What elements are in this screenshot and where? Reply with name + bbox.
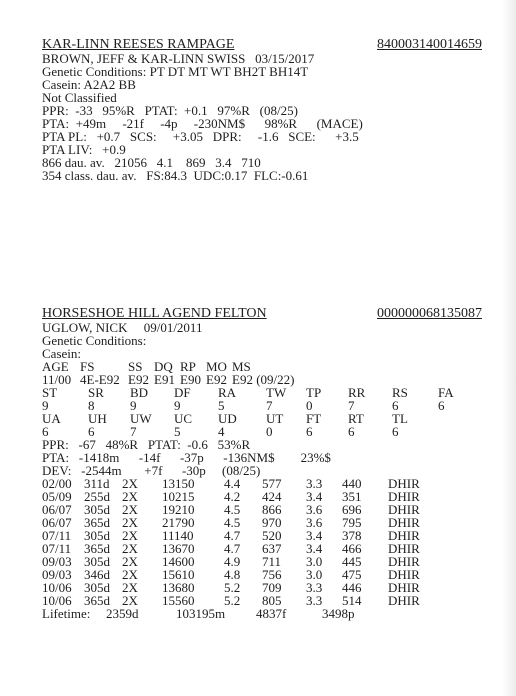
lactation-cell: 4.2	[224, 489, 241, 504]
trait-value: 7	[130, 424, 137, 439]
lactation-cell: 365d	[84, 541, 110, 556]
lactation-cell: 866	[262, 502, 282, 517]
lactation-cell: 2X	[122, 476, 138, 491]
lactation-cell: 15610	[162, 567, 195, 582]
lactation-cell: 07/11	[42, 528, 72, 543]
classification-value-cell: E90	[180, 372, 201, 387]
lactation-cell: 696	[342, 502, 362, 517]
record-1-line: BROWN, JEFF & KAR-LINN SWISS 03/15/2017	[42, 51, 315, 66]
trait-label: SR	[88, 385, 104, 400]
lactation-cell: DHIR	[388, 476, 420, 491]
trait-value: 9	[174, 398, 181, 413]
lactation-cell: 4.4	[224, 476, 241, 491]
lactation-cell: 4.5	[224, 515, 241, 530]
record-1-line: Genetic Conditions: PT DT MT WT BH2T BH14T	[42, 64, 309, 79]
record-2-line: Genetic Conditions:	[42, 333, 147, 348]
lactation-cell: 709	[262, 580, 282, 595]
classification-table	[42, 360, 322, 386]
lactation-row	[42, 594, 428, 607]
lifetime-cell: 2359d	[106, 606, 139, 621]
lactation-cell: 3.3	[306, 580, 323, 595]
lactation-cell: 805	[262, 593, 282, 608]
classification-header-cell: DQ	[154, 359, 173, 374]
lifetime-cell: Lifetime:	[42, 606, 91, 621]
trait-label: TP	[306, 385, 322, 400]
trait-label: ST	[42, 385, 58, 400]
lactation-cell: 2X	[122, 515, 138, 530]
classification-value-cell: 4E-E92	[80, 372, 120, 387]
lactation-cell: 970	[262, 515, 282, 530]
trait-value: 6	[392, 398, 399, 413]
lactation-cell: 2X	[122, 554, 138, 569]
lactation-cell: 13670	[162, 541, 195, 556]
lactation-cell: 2X	[122, 541, 138, 556]
lactation-cell: 4.7	[224, 541, 241, 556]
trait-label: BD	[130, 385, 149, 400]
lactation-cell: 365d	[84, 515, 110, 530]
lactation-cell: 424	[262, 489, 282, 504]
trait-value: 6	[42, 424, 49, 439]
lifetime-cell: 103195m	[176, 606, 226, 621]
lactation-cell: 06/07	[42, 515, 72, 530]
record-1-name: KAR-LINN REESES RAMPAGE	[42, 37, 235, 52]
lactation-cell: 311d	[84, 476, 110, 491]
record-1-line: Not Classified	[42, 90, 117, 105]
record-1-line: 866 dau. av. 21056 4.1 869 3.4 710	[42, 155, 261, 170]
trait-label: TL	[392, 411, 408, 426]
lactation-cell: 07/11	[42, 541, 72, 556]
lactation-cell: 13680	[162, 580, 195, 595]
record-2-details	[42, 321, 482, 360]
trait-value: 7	[348, 398, 355, 413]
lifetime-cell: 3498p	[322, 606, 355, 621]
trait-label: UW	[130, 411, 152, 426]
lactation-cell: 2X	[122, 528, 138, 543]
trait-value: 5	[174, 424, 181, 439]
lactation-cell: 3.3	[306, 476, 323, 491]
trait-label: RR	[348, 385, 366, 400]
lactation-cell: 305d	[84, 502, 110, 517]
record-1-line: PTA LIV: +0.9	[42, 142, 126, 157]
lactation-cell: 05/09	[42, 489, 72, 504]
record-2-proof-line: PTA: -1418m -14f -37p -136NM$ 23%$	[42, 450, 331, 465]
lifetime-cell: 4837f	[256, 606, 287, 621]
lactation-cell: 06/07	[42, 502, 72, 517]
lactation-cell: 445	[342, 554, 362, 569]
trait-value: 6	[348, 424, 355, 439]
lactation-cell: 466	[342, 541, 362, 556]
lactation-cell: 2X	[122, 489, 138, 504]
lactation-cell: 3.4	[306, 528, 323, 543]
lactation-cell: 346d	[84, 567, 110, 582]
lactation-cell: 756	[262, 567, 282, 582]
lactation-cell: 10/06	[42, 593, 72, 608]
lactation-cell: 255d	[84, 489, 110, 504]
classification-header-cell: MS	[232, 359, 251, 374]
lactation-cell: 10/06	[42, 580, 72, 595]
lifetime-row	[42, 607, 372, 620]
trait-label: DF	[174, 385, 191, 400]
trait-label: RT	[348, 411, 364, 426]
lactation-cell: DHIR	[388, 541, 420, 556]
record-2-line: Casein:	[42, 346, 81, 361]
lactation-cell: 711	[262, 554, 282, 569]
record-1-registration-id: 840003140014659	[377, 37, 482, 52]
trait-value: 0	[306, 398, 313, 413]
trait-value: 9	[42, 398, 49, 413]
lactation-cell: 520	[262, 528, 282, 543]
lactation-cell: 2X	[122, 502, 138, 517]
lactation-cell: 637	[262, 541, 282, 556]
lactation-cell: 3.6	[306, 515, 323, 530]
trait-value: 7	[266, 398, 273, 413]
record-2-name: HORSESHOE HILL AGEND FELTON	[42, 306, 267, 321]
trait-label: UD	[218, 411, 237, 426]
record-2-line: UGLOW, NICK 09/01/2011	[42, 320, 203, 335]
lactation-cell: 3.0	[306, 567, 323, 582]
record-1-line: 354 class. dau. av. FS:84.3 UDC:0.17 FLC:-0.61	[42, 168, 309, 183]
lactation-cell: 795	[342, 515, 362, 530]
lactation-cell: 365d	[84, 593, 110, 608]
trait-label: TW	[266, 385, 287, 400]
trait-label: UA	[42, 411, 61, 426]
lactation-cell: DHIR	[388, 502, 420, 517]
trait-value: 9	[130, 398, 137, 413]
trait-value: 6	[438, 398, 445, 413]
lactation-cell: DHIR	[388, 489, 420, 504]
lactation-cell: DHIR	[388, 567, 420, 582]
lactation-history-table	[42, 477, 428, 607]
trait-label: RS	[392, 385, 408, 400]
trait-label-row	[42, 386, 468, 399]
lactation-cell: 21790	[162, 515, 195, 530]
lactation-cell: 3.4	[306, 489, 323, 504]
classification-value-cell: E92 (09/22)	[232, 372, 295, 387]
trait-label-row	[42, 412, 468, 425]
record-1-details	[42, 52, 482, 182]
classification-value-cell: E92	[206, 372, 227, 387]
lactation-cell: 14600	[162, 554, 195, 569]
trait-label: UH	[88, 411, 107, 426]
trait-value: 6	[392, 424, 399, 439]
lactation-cell: 2X	[122, 593, 138, 608]
classification-value-cell: E91	[154, 372, 175, 387]
lactation-cell: DHIR	[388, 593, 420, 608]
trait-value: 6	[306, 424, 313, 439]
lactation-cell: DHIR	[388, 528, 420, 543]
record-2	[42, 306, 482, 620]
trait-value: 6	[88, 424, 95, 439]
page-edge-shadow	[502, 0, 516, 696]
trait-value: 8	[88, 398, 95, 413]
classification-header-cell: FS	[80, 359, 95, 374]
lactation-cell: 5.2	[224, 593, 241, 608]
record-1-line: PTA PL: +0.7 SCS: +3.05 DPR: -1.6 SCE: +3.5	[42, 129, 359, 144]
lactation-cell: 475	[342, 567, 362, 582]
classification-header-cell: SS	[128, 359, 143, 374]
lactation-cell: 440	[342, 476, 362, 491]
lactation-cell: DHIR	[388, 554, 420, 569]
lactation-cell: DHIR	[388, 515, 420, 530]
lactation-cell: 305d	[84, 554, 110, 569]
record-1-line: PPR: -33 95%R PTAT: +0.1 97%R (08/25)	[42, 103, 298, 118]
trait-label: UT	[266, 411, 284, 426]
record-1-line: Casein: A2A2 BB	[42, 77, 136, 92]
record-2-registration-id: 000000068135087	[377, 306, 482, 321]
lactation-cell: 11140	[162, 528, 194, 543]
lactation-cell: 514	[342, 593, 362, 608]
lactation-cell: 305d	[84, 528, 110, 543]
lactation-cell: 446	[342, 580, 362, 595]
lactation-cell: 351	[342, 489, 362, 504]
lactation-cell: 577	[262, 476, 282, 491]
lactation-cell: 3.0	[306, 554, 323, 569]
lactation-cell: 4.5	[224, 502, 241, 517]
record-2-proof-line: PPR: -67 48%R PTAT: -0.6 53%R	[42, 437, 251, 452]
lactation-cell: 4.9	[224, 554, 241, 569]
lactation-cell: 02/00	[42, 476, 72, 491]
lactation-cell: 09/03	[42, 567, 72, 582]
record-1-line: PTA: +49m -21f -4p -230NM$ 98%R (MACE)	[42, 116, 363, 131]
lactation-cell: DHIR	[388, 580, 420, 595]
lactation-cell: 5.2	[224, 580, 241, 595]
lactation-cell: 3.4	[306, 541, 323, 556]
classification-header-cell: RP	[180, 359, 196, 374]
lactation-cell: 2X	[122, 567, 138, 582]
trait-value: 4	[218, 424, 225, 439]
lactation-cell: 19210	[162, 502, 195, 517]
lactation-cell: 4.7	[224, 528, 241, 543]
trait-label: UC	[174, 411, 193, 426]
trait-value: 5	[218, 398, 225, 413]
lactation-cell: 13150	[162, 476, 195, 491]
record-2-proof-line: DEV: -2544m +7f -30p (08/25)	[42, 463, 261, 478]
trait-label: FA	[438, 385, 454, 400]
lactation-cell: 2X	[122, 580, 138, 595]
lactation-cell: 305d	[84, 580, 110, 595]
lactation-cell: 378	[342, 528, 362, 543]
classification-value-cell: 11/00	[42, 372, 72, 387]
classification-header-cell: MO	[206, 359, 227, 374]
classification-header-cell: AGE	[42, 359, 69, 374]
trait-label: RA	[218, 385, 237, 400]
linear-traits-table	[42, 386, 468, 438]
lactation-cell: 10215	[162, 489, 195, 504]
lactation-cell: 15560	[162, 593, 195, 608]
classification-value-cell: E92	[128, 372, 149, 387]
trait-value: 0	[266, 424, 273, 439]
trait-label: FT	[306, 411, 322, 426]
lifetime-row-cells	[42, 607, 372, 620]
record-2-proofs	[42, 438, 482, 477]
lactation-cell: 3.6	[306, 502, 323, 517]
lactation-cell: 09/03	[42, 554, 72, 569]
lactation-cell: 4.8	[224, 567, 241, 582]
record-1	[42, 37, 482, 182]
lactation-cell: 3.3	[306, 593, 323, 608]
